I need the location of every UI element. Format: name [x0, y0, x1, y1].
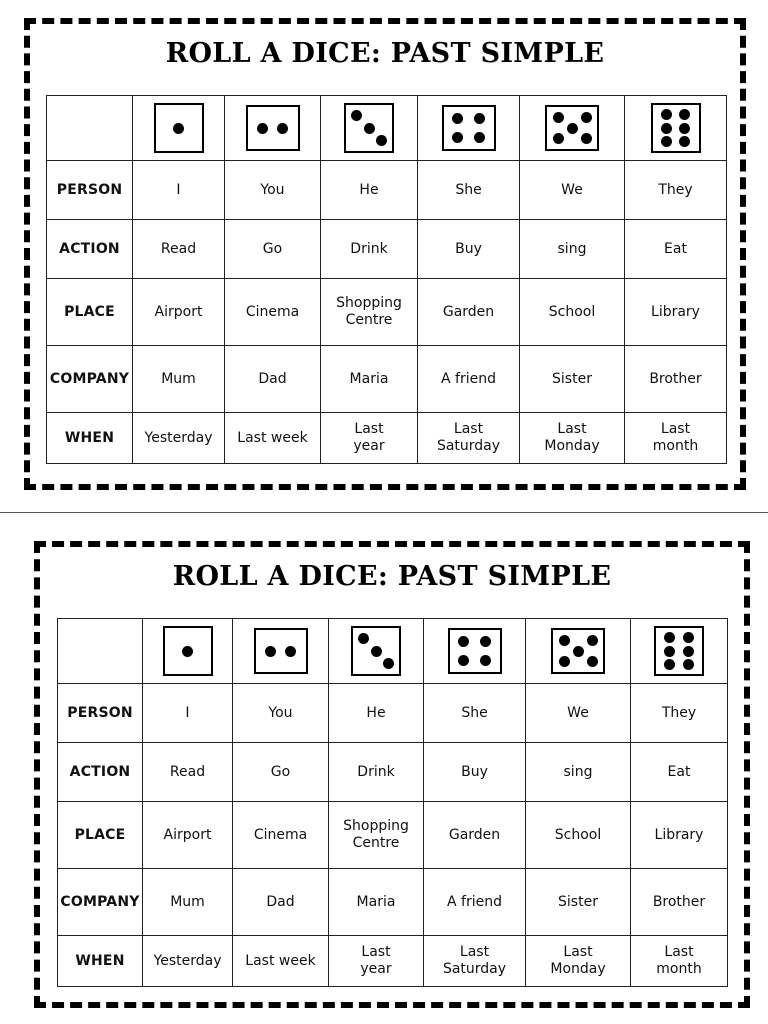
die-pip: [683, 646, 694, 657]
cell-text: Last Saturday: [436, 421, 501, 454]
cell-text: Eat: [667, 763, 691, 780]
cell-text: Cinema: [253, 826, 308, 843]
cell-text: Drink: [350, 240, 388, 257]
die-face-1-cell: [143, 619, 233, 684]
table-cell: [625, 346, 727, 413]
die-pip: [559, 635, 570, 646]
table-row-when: [58, 936, 728, 987]
cell-text: Dad: [258, 370, 287, 387]
table-cell: [418, 346, 520, 413]
table-cell: [225, 279, 321, 346]
die-pip: [661, 136, 672, 147]
row-label: WHEN: [58, 936, 143, 987]
cell-text: He: [359, 181, 379, 198]
cell-text: Garden: [442, 303, 495, 320]
cell-text: Last week: [245, 952, 316, 969]
die-pip: [480, 655, 491, 666]
table-cell: [233, 869, 329, 936]
cell-text: Cinema: [245, 303, 300, 320]
table-row-when: [47, 413, 727, 464]
worksheet-title: ROLL A DICE: PAST SIMPLE: [165, 38, 605, 69]
die-pip: [376, 135, 387, 146]
table-cell: [225, 161, 321, 220]
die-pip: [480, 636, 491, 647]
die-pip: [173, 123, 184, 134]
worksheet-card-top: [24, 18, 746, 490]
die-face-3-cell: [329, 619, 424, 684]
die-pip: [364, 123, 375, 134]
die-face-3-cell: [321, 96, 418, 161]
die-pip: [559, 656, 570, 667]
dice-header-row: [58, 619, 728, 684]
table-cell: [321, 346, 418, 413]
cell-text: Maria: [349, 370, 389, 387]
table-cell: [424, 684, 526, 743]
cell-text: Shopping Centre: [343, 818, 409, 851]
die-pip: [474, 113, 485, 124]
cell-text: A friend: [447, 893, 502, 910]
table-cell: [631, 802, 728, 869]
table-cell: [631, 869, 728, 936]
die-pip: [351, 110, 362, 121]
table-cell: [321, 279, 418, 346]
die-face-2-cell: [225, 96, 321, 161]
die-pip: [285, 646, 296, 657]
table-cell: [424, 802, 526, 869]
roll-dice-table: [46, 95, 727, 464]
table-cell: [143, 802, 233, 869]
cell-text: Garden: [448, 826, 501, 843]
die-face-6-cell: [625, 96, 727, 161]
cell-text: We: [561, 181, 583, 198]
cell-text: Go: [262, 240, 283, 257]
die-face-5-icon: [551, 628, 605, 674]
die-pip: [661, 109, 672, 120]
table-row-person: [58, 684, 728, 743]
corner-cell: [58, 619, 143, 684]
table-row-company: [58, 869, 728, 936]
die-face-4-icon: [448, 628, 502, 674]
cell-text: Last week: [237, 429, 308, 446]
cell-text: We: [567, 704, 589, 721]
table-row-company: [47, 346, 727, 413]
table-cell: [631, 743, 728, 802]
table-cell: [526, 869, 631, 936]
table-cell: [625, 220, 727, 279]
die-pip: [567, 123, 578, 134]
die-pip: [458, 636, 469, 647]
table-cell: [520, 220, 625, 279]
cell-text: Yesterday: [144, 429, 213, 446]
die-face-5-icon: [545, 105, 599, 151]
die-pip: [452, 132, 463, 143]
die-pip: [664, 632, 675, 643]
die-face-6-icon: [651, 103, 701, 153]
die-pip: [683, 632, 694, 643]
corner-cell: [47, 96, 133, 161]
die-face-2-cell: [233, 619, 329, 684]
row-label: COMPANY: [47, 346, 133, 413]
die-face-3-icon: [344, 103, 394, 153]
table-row-place: [47, 279, 727, 346]
die-pip: [664, 659, 675, 670]
cell-text: Read: [160, 240, 197, 257]
table-cell: [233, 743, 329, 802]
table-cell: [418, 220, 520, 279]
die-face-6-icon: [654, 626, 704, 676]
table-cell: [625, 413, 727, 464]
die-face-1-cell: [133, 96, 225, 161]
cell-text: Last month: [652, 421, 699, 454]
row-label: WHEN: [47, 413, 133, 464]
table-cell: [133, 413, 225, 464]
table-cell: [526, 743, 631, 802]
table-cell: [526, 802, 631, 869]
table-cell: [520, 346, 625, 413]
table-cell: [520, 413, 625, 464]
table-cell: [526, 684, 631, 743]
table-cell: [233, 802, 329, 869]
table-cell: [143, 936, 233, 987]
table-cell: [225, 346, 321, 413]
die-pip: [182, 646, 193, 657]
cell-text: Last Saturday: [442, 944, 507, 977]
cell-text: She: [455, 181, 482, 198]
table-cell: [143, 743, 233, 802]
cell-text: Maria: [356, 893, 396, 910]
die-pip: [573, 646, 584, 657]
cell-text: Buy: [455, 240, 482, 257]
die-pip: [458, 655, 469, 666]
table-cell: [133, 220, 225, 279]
die-pip: [452, 113, 463, 124]
row-label: PERSON: [58, 684, 143, 743]
cell-text: sing: [563, 763, 593, 780]
cell-text: Sister: [558, 893, 598, 910]
row-label: PLACE: [58, 802, 143, 869]
table-cell: [424, 743, 526, 802]
worksheet-title: ROLL A DICE: PAST SIMPLE: [172, 561, 612, 592]
row-label: ACTION: [47, 220, 133, 279]
cell-text: You: [268, 704, 293, 721]
cell-text: They: [661, 704, 697, 721]
die-pip: [587, 635, 598, 646]
cell-text: Last Monday: [550, 944, 606, 977]
die-pip: [553, 112, 564, 123]
cell-text: Eat: [664, 240, 687, 257]
table-cell: [625, 279, 727, 346]
cell-text: Last year: [353, 421, 385, 454]
table-cell: [225, 413, 321, 464]
cell-text: She: [461, 704, 488, 721]
row-label: COMPANY: [58, 869, 143, 936]
die-pip: [553, 133, 564, 144]
cell-text: Drink: [357, 763, 395, 780]
table-row-place: [58, 802, 728, 869]
die-pip: [581, 133, 592, 144]
cell-text: You: [260, 181, 285, 198]
die-face-4-cell: [418, 96, 520, 161]
die-face-1-icon: [163, 626, 213, 676]
cell-text: Last Monday: [544, 421, 600, 454]
cell-text: Sister: [552, 370, 592, 387]
cell-text: Last month: [656, 944, 702, 977]
die-face-6-cell: [631, 619, 728, 684]
table-cell: [418, 279, 520, 346]
die-pip: [265, 646, 276, 657]
die-face-4-icon: [442, 105, 496, 151]
cell-text: Dad: [266, 893, 295, 910]
die-pip: [679, 136, 690, 147]
cell-text: Buy: [461, 763, 488, 780]
cell-text: Mum: [170, 893, 205, 910]
cell-text: Read: [169, 763, 206, 780]
die-pip: [277, 123, 288, 134]
table-cell: [526, 936, 631, 987]
table-cell: [520, 161, 625, 220]
cell-text: Go: [270, 763, 291, 780]
roll-dice-table: [57, 618, 728, 987]
dice-header-row: [47, 96, 727, 161]
table-cell: [329, 802, 424, 869]
die-pip: [383, 658, 394, 669]
table-cell: [321, 220, 418, 279]
table-cell: [143, 684, 233, 743]
die-pip: [661, 123, 672, 134]
cell-text: Airport: [154, 303, 203, 320]
die-face-4-cell: [424, 619, 526, 684]
table-cell: [418, 413, 520, 464]
table-cell: [424, 869, 526, 936]
table-cell: [233, 684, 329, 743]
table-row-action: [47, 220, 727, 279]
table-cell: [631, 684, 728, 743]
table-cell: [321, 413, 418, 464]
cell-text: A friend: [441, 370, 496, 387]
cell-text: Library: [654, 826, 704, 843]
cell-text: Brother: [652, 893, 706, 910]
die-pip: [358, 633, 369, 644]
table-cell: [321, 161, 418, 220]
table-cell: [133, 161, 225, 220]
table-cell: [225, 220, 321, 279]
row-label: PLACE: [47, 279, 133, 346]
die-pip: [257, 123, 268, 134]
cell-text: Mum: [161, 370, 196, 387]
die-face-5-cell: [526, 619, 631, 684]
cell-text: School: [554, 826, 602, 843]
cell-text: School: [548, 303, 596, 320]
die-face-5-cell: [520, 96, 625, 161]
table-cell: [625, 161, 727, 220]
cell-text: I: [185, 704, 190, 721]
cell-text: He: [366, 704, 386, 721]
die-pip: [474, 132, 485, 143]
die-face-2-icon: [254, 628, 308, 674]
table-cell: [329, 743, 424, 802]
die-pip: [581, 112, 592, 123]
table-row-person: [47, 161, 727, 220]
table-cell: [329, 869, 424, 936]
cell-text: Library: [651, 303, 700, 320]
table-cell: [329, 684, 424, 743]
cell-text: Yesterday: [153, 952, 222, 969]
cell-text: Shopping Centre: [336, 295, 402, 328]
table-cell: [143, 869, 233, 936]
worksheet-card-bottom: [34, 541, 750, 1008]
row-label: ACTION: [58, 743, 143, 802]
table-cell: [133, 279, 225, 346]
die-face-2-icon: [246, 105, 300, 151]
die-pip: [664, 646, 675, 657]
die-pip: [587, 656, 598, 667]
page-divider: [0, 512, 768, 513]
die-pip: [679, 123, 690, 134]
table-cell: [133, 346, 225, 413]
table-cell: [631, 936, 728, 987]
cell-text: Airport: [163, 826, 212, 843]
cell-text: Brother: [649, 370, 702, 387]
cell-text: They: [658, 181, 693, 198]
table-cell: [520, 279, 625, 346]
cell-text: sing: [557, 240, 587, 257]
table-cell: [233, 936, 329, 987]
die-pip: [679, 109, 690, 120]
cell-text: Last year: [360, 944, 392, 977]
die-pip: [371, 646, 382, 657]
table-row-action: [58, 743, 728, 802]
die-face-1-icon: [154, 103, 204, 153]
die-pip: [683, 659, 694, 670]
row-label: PERSON: [47, 161, 133, 220]
table-cell: [424, 936, 526, 987]
table-cell: [329, 936, 424, 987]
die-face-3-icon: [351, 626, 401, 676]
cell-text: I: [176, 181, 181, 198]
table-cell: [418, 161, 520, 220]
